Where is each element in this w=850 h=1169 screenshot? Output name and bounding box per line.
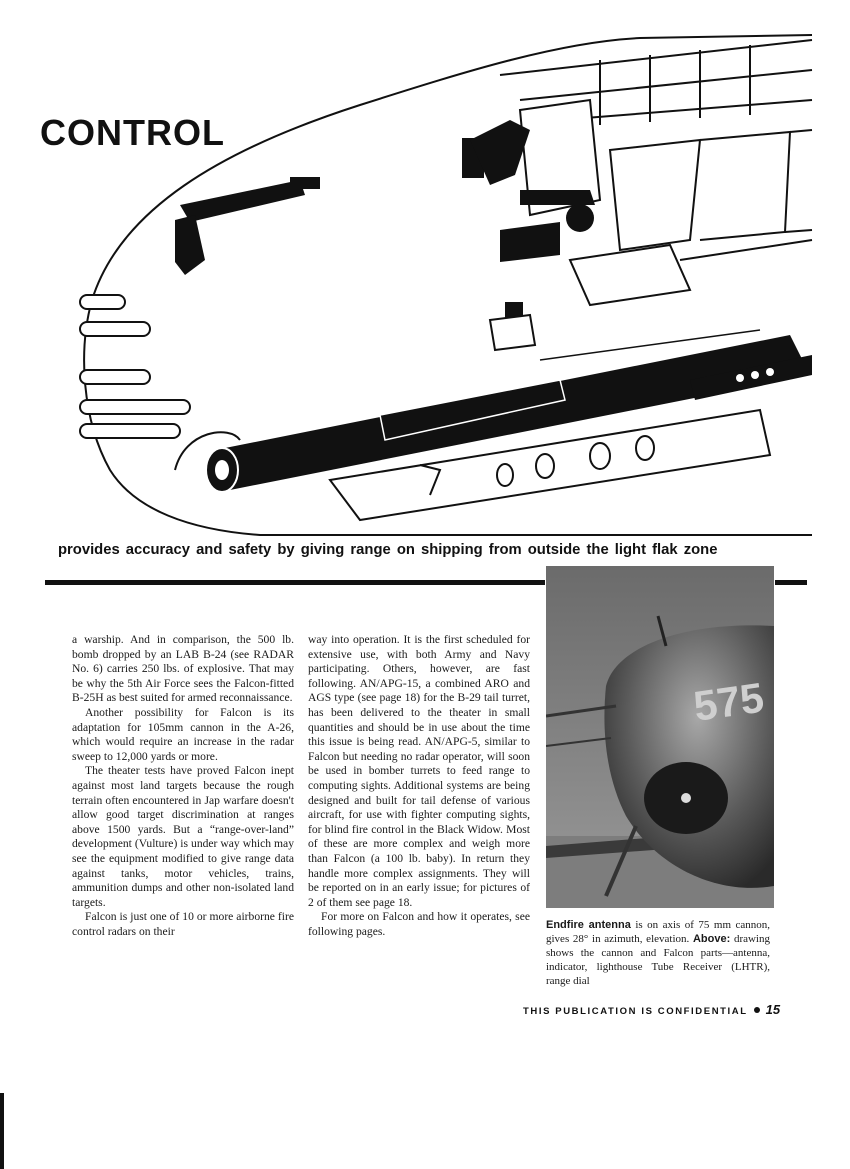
paragraph: For more on Falcon and how it operates, see following pages.	[308, 910, 530, 938]
aircraft-number: 575	[690, 673, 767, 730]
article-column-left	[72, 633, 294, 939]
aircraft-nose-photo	[546, 566, 774, 908]
paragraph: Falcon is just one of 10 or more airborne fire control radars on their	[72, 910, 294, 938]
caption-text: drawing shows the cannon and Falcon parts—antenna, indicator, lighthouse Tube Receiver (LHTR), range dial	[546, 933, 770, 987]
scan-edge-mark	[0, 1093, 4, 1169]
paragraph: The theater tests have proved Falcon inept against most land targets because the rough terrain often encountered in Jap warfare doesn't allow good target discrimination at ranges above 1500 yards. But a “range-over-land” development (Vulture) is under way which may see the equipment modified to give range data against tanks, motor vehicles, trains, ammunition dumps and other non-isolated land targets.	[72, 764, 294, 909]
paragraph: Another possibility for Falcon is its adaptation for 105mm cannon in the A-26, which would require an increase in the radar sweep to 12,000 yards or more.	[72, 705, 294, 763]
paragraph: way into operation. It is the first scheduled for extensive use, with both Army and Navy participating. Others, however, are fast following. AN/APG-15, a combined ARO and AGS type (see page 18) for the B-29 tail turret, has been delivered to the theater in small quantities and should be in use about the time this issue is being read. AN/APG-5, similar to Falcon but needing no radar operator, will soon be used in bomber turrets to feed range to computing sights. Additional systems are being designed and built for tail defense of various aircraft, for use with fighter computing sights, for blind fire control in the Black Widow. Most of these are more complex and weigh more than Falcon (a 100 lb. baby). In return they handle more complex assignments. They will be reported on in an early issue; for pictures of 2 of them see page 18.	[308, 633, 530, 909]
divider-rule-left	[45, 580, 545, 585]
article-column-right	[308, 633, 530, 939]
photo-caption	[546, 918, 770, 988]
caption-lead: Endfire antenna	[546, 919, 631, 931]
page-number: 15	[765, 1002, 781, 1017]
paragraph: a warship. And in comparison, the 500 lb. bomb dropped by an LAB B-24 (see RADAR No. 6) carries 250 lbs. of explosive. That may be why the 5th Air Force sees the Falcon-fitted B-25H as best suited for armed reconnaissance.	[72, 633, 294, 705]
confidential-notice: THIS PUBLICATION IS CONFIDENTIAL	[523, 1006, 748, 1017]
divider-rule-right	[775, 580, 807, 585]
page-footer	[523, 1002, 780, 1017]
cannon-cutaway-illustration	[0, 0, 850, 545]
bullet-icon	[754, 1007, 760, 1013]
subtitle: provides accuracy and safety by giving range on shipping from outside the light flak zone	[58, 542, 718, 558]
caption-text: is on axis of 75 mm cannon, gives 28° in azimuth, elevation.	[546, 919, 770, 945]
caption-lead: Above:	[692, 933, 731, 945]
page-title: CONTROL	[40, 112, 225, 153]
